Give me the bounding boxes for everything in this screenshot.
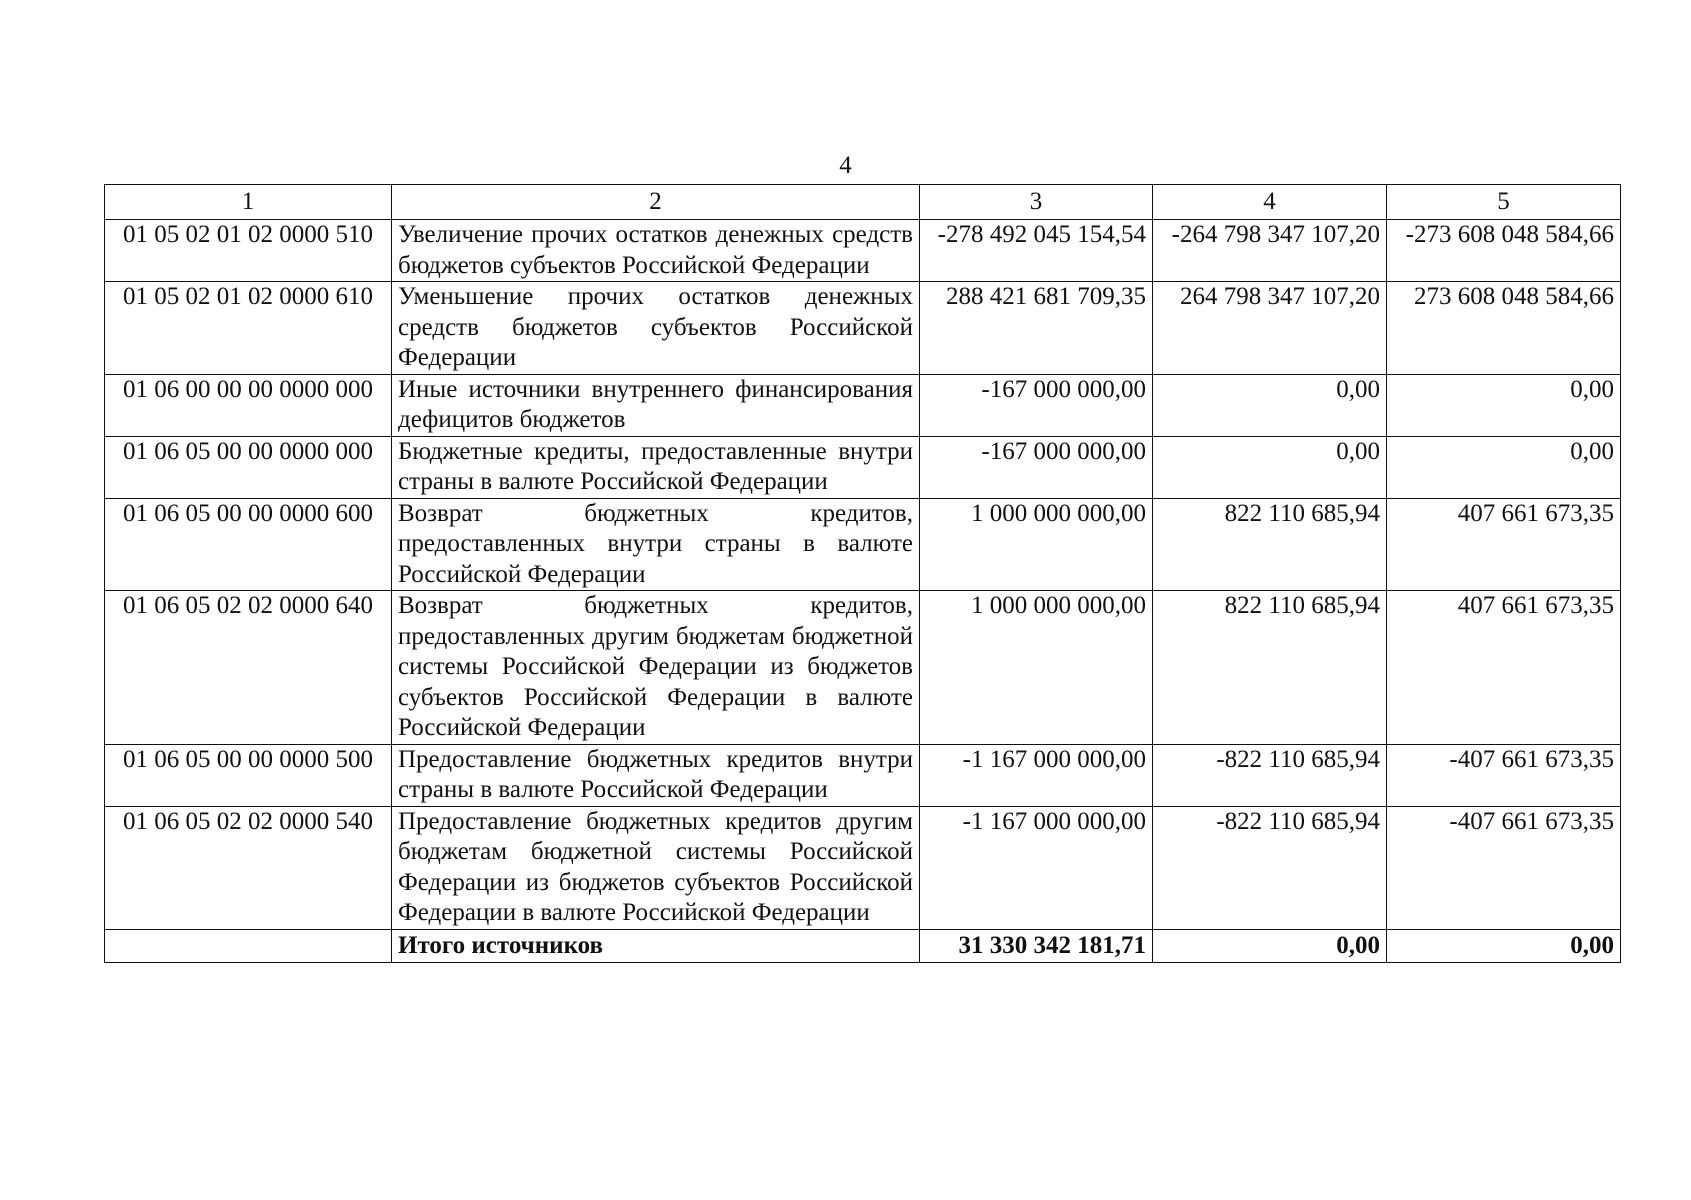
table-row bbox=[105, 806, 1621, 929]
total-col3-cell: 31 330 342 181,71 bbox=[920, 929, 1153, 962]
amount-col4-cell: -822 110 685,94 bbox=[1153, 744, 1387, 806]
budget-code-cell: 01 06 05 02 02 0000 640 bbox=[105, 591, 392, 745]
amount-col3-cell: 1 000 000 000,00 bbox=[920, 498, 1153, 591]
amount-col3-cell: -1 167 000 000,00 bbox=[920, 806, 1153, 929]
amount-col4-cell: 822 110 685,94 bbox=[1153, 591, 1387, 745]
amount-col5-cell: -407 661 673,35 bbox=[1387, 806, 1621, 929]
amount-col3-cell: 288 421 681 709,35 bbox=[920, 282, 1153, 375]
amount-col5-cell: -273 608 048 584,66 bbox=[1387, 220, 1621, 282]
amount-col4-cell: 0,00 bbox=[1153, 374, 1387, 436]
amount-col5-cell: 407 661 673,35 bbox=[1387, 498, 1621, 591]
table-row bbox=[105, 744, 1621, 806]
header-row bbox=[105, 185, 1621, 220]
amount-col5-cell: 273 608 048 584,66 bbox=[1387, 282, 1621, 375]
amount-col4-cell: -822 110 685,94 bbox=[1153, 806, 1387, 929]
source-name-cell: Возврат бюджетных кредитов, предоставленных внутри страны в валюте Российской Федерации bbox=[392, 498, 920, 591]
column-header-1: 1 bbox=[105, 185, 392, 220]
total-label: Итого источников bbox=[392, 929, 920, 962]
source-name-cell: Уменьшение прочих остатков денежных средств бюджетов субъектов Российской Федерации bbox=[392, 282, 920, 375]
amount-col5-cell: -407 661 673,35 bbox=[1387, 744, 1621, 806]
amount-col4-cell: 822 110 685,94 bbox=[1153, 498, 1387, 591]
table-row bbox=[105, 374, 1621, 436]
source-name-cell: Бюджетные кредиты, предоставленные внутри страны в валюте Российской Федерации bbox=[392, 436, 920, 498]
budget-code-cell: 01 05 02 01 02 0000 610 bbox=[105, 282, 392, 375]
source-name-cell: Предоставление бюджетных кредитов другим бюджетам бюджетной системы Российской Федерации из бюджетов субъектов Российской Федерации в валюте Российской Федерации bbox=[392, 806, 920, 929]
amount-col4-cell: 264 798 347 107,20 bbox=[1153, 282, 1387, 375]
source-name-cell: Предоставление бюджетных кредитов внутри страны в валюте Российской Федерации bbox=[392, 744, 920, 806]
page-number: 4 bbox=[839, 152, 852, 179]
source-name-cell: Возврат бюджетных кредитов, предоставленных другим бюджетам бюджетной системы Российской Федерации из бюджетов субъектов Российской Федерации в валюте Российской Федерации bbox=[392, 591, 920, 745]
source-name-cell: Увеличение прочих остатков денежных средств бюджетов субъектов Российской Федерации bbox=[392, 220, 920, 282]
source-name-cell: Иные источники внутреннего финансирования дефицитов бюджетов bbox=[392, 374, 920, 436]
column-header-5: 5 bbox=[1387, 185, 1621, 220]
amount-col3-cell: -167 000 000,00 bbox=[920, 436, 1153, 498]
column-header-4: 4 bbox=[1153, 185, 1387, 220]
amount-col3-cell: -278 492 045 154,54 bbox=[920, 220, 1153, 282]
table-row bbox=[105, 498, 1621, 591]
total-col5-cell: 0,00 bbox=[1387, 929, 1621, 962]
amount-col3-cell: 1 000 000 000,00 bbox=[920, 591, 1153, 745]
financing-sources-table bbox=[104, 184, 1621, 963]
column-header-3: 3 bbox=[920, 185, 1153, 220]
budget-code-cell: 01 06 05 00 00 0000 500 bbox=[105, 744, 392, 806]
amount-col5-cell: 0,00 bbox=[1387, 436, 1621, 498]
amount-col4-cell: -264 798 347 107,20 bbox=[1153, 220, 1387, 282]
table-row bbox=[105, 436, 1621, 498]
amount-col5-cell: 407 661 673,35 bbox=[1387, 591, 1621, 745]
budget-code-cell: 01 06 05 00 00 0000 600 bbox=[105, 498, 392, 591]
table-row bbox=[105, 282, 1621, 375]
amount-col4-cell: 0,00 bbox=[1153, 436, 1387, 498]
column-header-2: 2 bbox=[392, 185, 920, 220]
budget-code-cell: 01 05 02 01 02 0000 510 bbox=[105, 220, 392, 282]
total-code-cell bbox=[105, 929, 392, 962]
total-col4-cell: 0,00 bbox=[1153, 929, 1387, 962]
table-row bbox=[105, 220, 1621, 282]
total-row bbox=[105, 929, 1621, 962]
amount-col5-cell: 0,00 bbox=[1387, 374, 1621, 436]
budget-code-cell: 01 06 05 00 00 0000 000 bbox=[105, 436, 392, 498]
budget-code-cell: 01 06 00 00 00 0000 000 bbox=[105, 374, 392, 436]
amount-col3-cell: -1 167 000 000,00 bbox=[920, 744, 1153, 806]
table-row bbox=[105, 591, 1621, 745]
budget-code-cell: 01 06 05 02 02 0000 540 bbox=[105, 806, 392, 929]
amount-col3-cell: -167 000 000,00 bbox=[920, 374, 1153, 436]
